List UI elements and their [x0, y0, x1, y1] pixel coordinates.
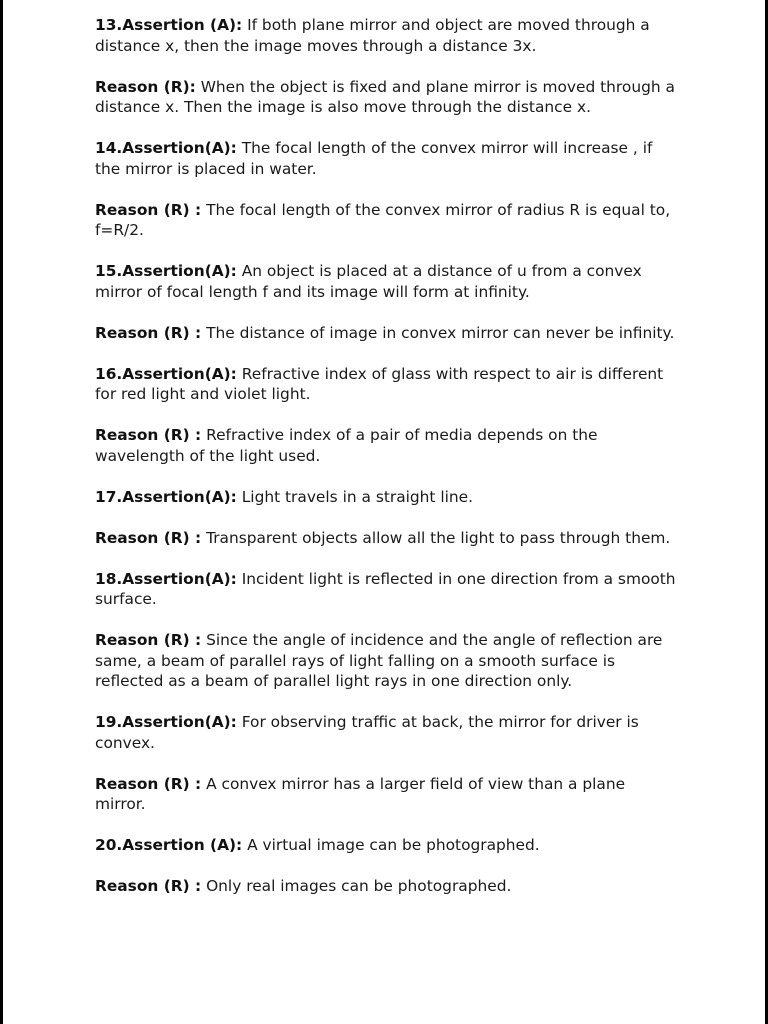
- assertion-label: 15.Assertion(A):: [95, 262, 237, 280]
- reason-15: [95, 323, 680, 344]
- assertion-18: [95, 569, 680, 610]
- reason-19: [95, 774, 680, 815]
- reason-text: The focal length of the convex mirror of radius R is equal to, f=R/2.: [95, 200, 671, 239]
- assertion-text: An object is placed at a distance of u from a convex mirror of focal length f and its image will form at infinity.: [95, 262, 642, 301]
- reason-16: [95, 425, 680, 466]
- reason-label: Reason (R) :: [95, 323, 202, 342]
- assertion-text: Incident light is reflected in one direction from a smooth surface.: [95, 569, 676, 608]
- reason-text: Only real images can be photographed.: [201, 877, 512, 895]
- assertion-14: [95, 138, 680, 179]
- assertion-text: For observing traffic at back, the mirror for driver is convex.: [95, 713, 639, 752]
- reason-label: Reason (R) :: [95, 774, 202, 793]
- reason-text: Since the angle of incidence and the angle of reflection are same, a beam of parallel rays of light falling on a smooth surface is reflected as a beam of parallel light rays in one direction only.: [95, 631, 663, 690]
- reason-text: Transparent objects allow all the light to pass through them.: [201, 528, 671, 547]
- reason-text: A convex mirror has a larger field of view than a plane mirror.: [95, 774, 626, 813]
- reason-text: When the object is fixed and plane mirror is moved through a distance x. Then the image is also move through the distance x.: [95, 77, 675, 116]
- reason-text: The distance of image in convex mirror can never be infinity.: [201, 323, 675, 342]
- reason-label: Reason (R) :: [95, 528, 202, 547]
- reason-13: [95, 77, 680, 118]
- reason-17: [95, 528, 680, 549]
- reason-18: [95, 630, 680, 692]
- assertion-label: 13.Assertion (A):: [95, 16, 243, 34]
- assertion-text: Light travels in a straight line.: [236, 487, 474, 506]
- reason-20: [95, 876, 680, 897]
- assertion-19: [95, 712, 680, 753]
- assertion-text: If both plane mirror and object are moved through a distance x, then the image moves through a distance 3x.: [95, 16, 650, 55]
- assertion-20: [95, 835, 680, 856]
- assertion-label: 14.Assertion(A):: [95, 139, 237, 157]
- assertion-text: A virtual image can be photographed.: [242, 836, 540, 854]
- assertion-16: [95, 364, 680, 405]
- reason-label: Reason (R):: [95, 77, 196, 96]
- assertion-15: [95, 261, 680, 302]
- reason-label: Reason (R) :: [95, 631, 202, 649]
- assertion-label: 20.Assertion (A):: [95, 836, 243, 854]
- reason-14: [95, 200, 680, 241]
- assertion-label: 16.Assertion(A):: [95, 364, 237, 383]
- assertion-label: 18.Assertion(A):: [95, 569, 237, 588]
- assertion-label: 17.Assertion(A):: [95, 487, 237, 506]
- reason-text: Refractive index of a pair of media depends on the wavelength of the light used.: [95, 426, 598, 465]
- assertion-17: [95, 487, 680, 508]
- assertion-text: The focal length of the convex mirror will increase , if the mirror is placed in water.: [95, 139, 653, 178]
- question-list: [95, 15, 680, 917]
- reason-label: Reason (R) :: [95, 200, 202, 219]
- assertion-text: Refractive index of glass with respect to air is different for red light and violet light.: [95, 364, 664, 403]
- assertion-13: [95, 15, 680, 56]
- assertion-label: 19.Assertion(A):: [95, 713, 237, 731]
- reason-label: Reason (R) :: [95, 426, 202, 444]
- reason-label: Reason (R) :: [95, 877, 202, 895]
